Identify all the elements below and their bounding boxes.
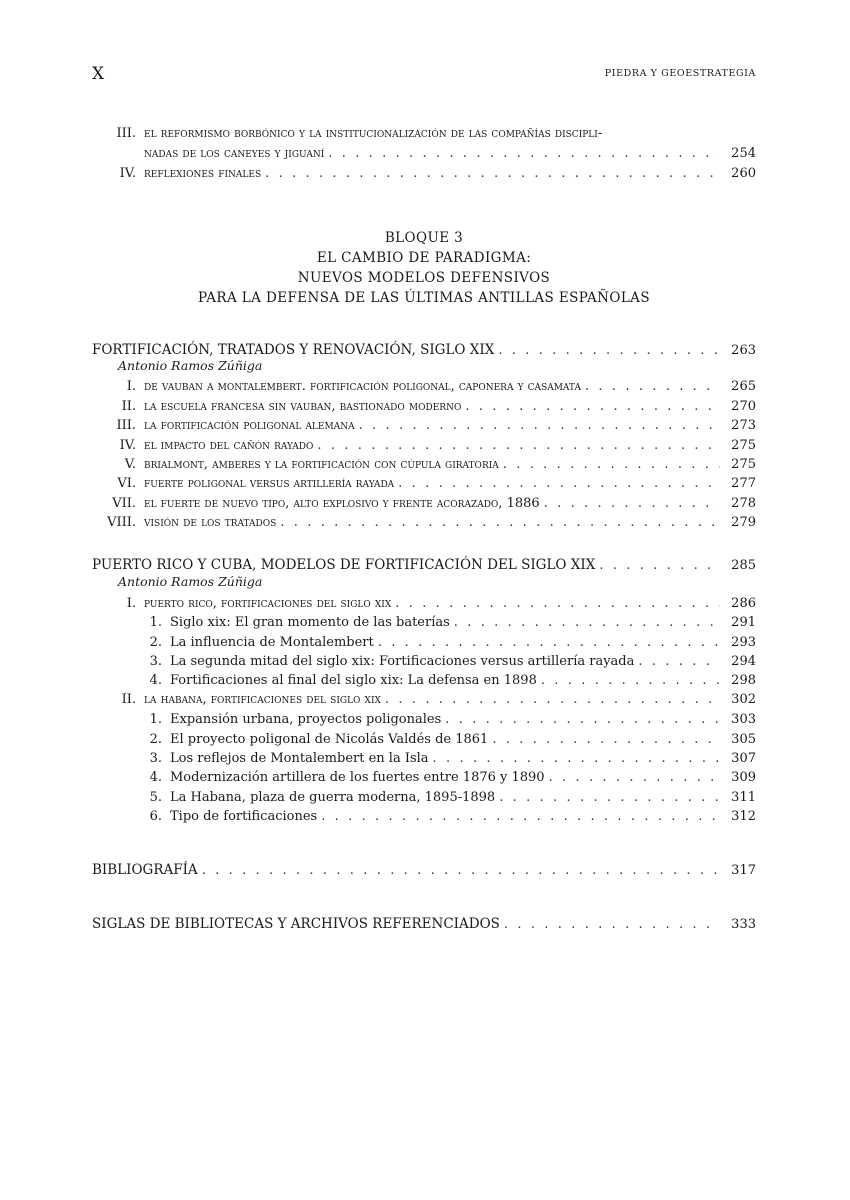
toc-entry[interactable]	[92, 377, 756, 397]
section-number: VII.	[112, 496, 136, 511]
toc-entry[interactable]	[92, 513, 756, 533]
subsection-title: El proyecto poligonal de Nicolás Valdés de 1861	[170, 732, 489, 747]
dot-leader	[638, 652, 720, 672]
bibliography-title: BIBLIOGRAFÍA	[92, 862, 198, 878]
dot-leader	[321, 807, 720, 827]
page-ref: 277	[731, 476, 756, 491]
toc-entry[interactable]	[92, 494, 756, 514]
chapter-author: Antonio Ramos Zúñiga	[118, 574, 263, 589]
subsection-number: 3.	[149, 751, 162, 766]
toc-entry[interactable]	[92, 397, 756, 417]
subsection-number: 2.	[149, 635, 162, 650]
subsection-title: Fortificaciones al final del siglo xix: La defensa en 1898	[170, 673, 537, 688]
section-title: el impacto del cañón rayado	[144, 438, 314, 453]
dot-leader	[280, 513, 720, 533]
page-ref: 285	[731, 558, 756, 573]
dot-leader	[499, 788, 720, 808]
dot-leader	[541, 671, 720, 691]
dot-leader	[265, 164, 720, 184]
page-ref: 279	[731, 515, 756, 530]
dot-leader	[202, 861, 720, 881]
subsection-title: Siglo xix: El gran momento de las baterías	[170, 615, 450, 630]
page-ref: 254	[731, 146, 756, 161]
toc-subentry[interactable]	[92, 807, 756, 827]
section-number: I.	[126, 596, 136, 611]
page-ref: 317	[731, 863, 756, 878]
page-ref: 273	[731, 418, 756, 433]
section-title: brialmont, amberes y la fortificación con cúpula giratoria	[144, 457, 499, 472]
page-ref: 307	[731, 751, 756, 766]
section-number: II.	[121, 692, 136, 707]
section-title: puerto rico, fortificaciones del siglo xix	[144, 596, 392, 611]
sigla-entry[interactable]	[92, 914, 756, 934]
page-ref: 333	[731, 917, 756, 932]
block-subtitle-1: NUEVOS MODELOS DEFENSIVOS	[297, 270, 551, 286]
toc-subentry[interactable]	[92, 633, 756, 653]
subsection-title: Tipo de fortificaciones	[170, 809, 318, 824]
page-ref: 298	[731, 673, 756, 688]
section-number: VIII.	[107, 515, 136, 530]
dot-leader	[498, 341, 720, 361]
subsection-title: La influencia de Montalembert	[170, 635, 374, 650]
section-number: III.	[116, 418, 136, 433]
dot-leader	[378, 633, 720, 653]
subsection-number: 1.	[149, 615, 162, 630]
subsection-title: Los reflejos de Montalembert en la Isla	[170, 751, 429, 766]
toc-subentry[interactable]	[92, 768, 756, 788]
section-title-cont: nadas de los caneyes y jiguaní	[144, 146, 325, 161]
section-title: la habana, fortificaciones del siglo xix	[144, 692, 381, 707]
dot-leader	[585, 377, 720, 397]
toc-subentry[interactable]	[92, 749, 756, 769]
page-ref: 312	[731, 809, 756, 824]
page-ref: 265	[731, 379, 756, 394]
toc-entry[interactable]	[92, 455, 756, 475]
dot-leader	[433, 749, 720, 769]
page-ref: 270	[731, 399, 756, 414]
toc-subentry[interactable]	[92, 730, 756, 750]
subsection-title: Expansión urbana, proyectos poligonales	[170, 712, 442, 727]
page-ref: 294	[731, 654, 756, 669]
section-title: el reformismo borbónico y la institucionalización de las compañías discipli-	[144, 126, 603, 141]
page-ref: 286	[731, 596, 756, 611]
block-heading	[92, 228, 756, 308]
section-number: V.	[124, 457, 136, 472]
subsection-number: 5.	[149, 790, 162, 805]
section-number: III.	[116, 126, 136, 141]
dot-leader	[492, 730, 720, 750]
dot-leader	[599, 556, 720, 576]
dot-leader	[544, 494, 720, 514]
toc-entry[interactable]	[92, 690, 756, 710]
sigla-title: SIGLAS DE BIBLIOTECAS Y ARCHIVOS REFERENCIADOS	[92, 916, 500, 932]
dot-leader	[395, 594, 720, 614]
subsection-number: 4.	[149, 770, 162, 785]
dot-leader	[504, 915, 720, 935]
section-number: IV.	[119, 438, 136, 453]
section-title: la escuela francesa sin vauban, bastionado moderno	[144, 399, 462, 414]
chapter-title: PUERTO RICO Y CUBA, MODELOS DE FORTIFICACIÓN DEL SIGLO XIX	[92, 557, 596, 573]
section-title: fuerte poligonal versus artillería rayada	[144, 476, 395, 491]
chapter-author: Antonio Ramos Zúñiga	[118, 358, 263, 373]
page-ref: 260	[731, 166, 756, 181]
toc-entry[interactable]	[92, 594, 756, 614]
toc-subentry[interactable]	[92, 788, 756, 808]
dot-leader	[549, 768, 720, 788]
toc-entry[interactable]	[92, 124, 756, 144]
dot-leader	[359, 416, 720, 436]
chapter-entry[interactable]	[92, 555, 756, 575]
dot-leader	[445, 710, 720, 730]
page-ref: 311	[731, 790, 756, 805]
toc-subentry[interactable]	[92, 671, 756, 691]
toc-entry[interactable]	[92, 436, 756, 456]
subsection-title: La segunda mitad del siglo xix: Fortificaciones versus artillería rayada	[170, 654, 635, 669]
section-title: el fuerte de nuevo tipo, alto explosivo y frente acorazado, 1886	[144, 496, 540, 511]
toc-subentry[interactable]	[92, 652, 756, 672]
subsection-number: 2.	[149, 732, 162, 747]
block-label: BLOQUE 3	[384, 230, 464, 246]
page-ref: 278	[731, 496, 756, 511]
running-head: PIEDRA Y GEOESTRATEGIA	[604, 68, 756, 79]
page-ref: 275	[731, 438, 756, 453]
page-ref: 303	[731, 712, 756, 727]
dot-leader	[385, 690, 720, 710]
toc-subentry[interactable]	[92, 710, 756, 730]
page-ref: 309	[731, 770, 756, 785]
page-ref: 302	[731, 692, 756, 707]
section-title: de vauban a montalembert. fortificación poligonal, caponera y casamata	[144, 379, 581, 394]
page-ref: 263	[731, 343, 756, 358]
bibliography-entry[interactable]	[92, 860, 756, 880]
section-number: IV.	[119, 166, 136, 181]
chapter-title: FORTIFICACIÓN, TRATADOS Y RENOVACIÓN, SIGLO XIX	[92, 342, 495, 358]
chapter-entry[interactable]	[92, 340, 756, 360]
subsection-number: 6.	[149, 809, 162, 824]
dot-leader	[503, 455, 720, 475]
page-number: X	[92, 64, 105, 84]
page-ref: 275	[731, 457, 756, 472]
subsection-number: 1.	[149, 712, 162, 727]
page-ref: 291	[731, 615, 756, 630]
toc-subentry[interactable]	[92, 613, 756, 633]
subsection-number: 4.	[149, 673, 162, 688]
block-subtitle-2: PARA LA DEFENSA DE LAS ÚLTIMAS ANTILLAS ESPAÑOLAS	[198, 290, 650, 306]
subsection-title: Modernización artillera de los fuertes entre 1876 y 1890	[170, 770, 545, 785]
page-ref: 293	[731, 635, 756, 650]
dot-leader	[454, 613, 720, 633]
dot-leader	[465, 397, 720, 417]
dot-leader	[398, 474, 720, 494]
section-title: la fortificación poligonal alemana	[144, 418, 355, 433]
block-title: EL CAMBIO DE PARADIGMA:	[316, 250, 532, 266]
toc-entry[interactable]	[92, 416, 756, 436]
dot-leader	[317, 436, 720, 456]
subsection-number: 3.	[149, 654, 162, 669]
section-title: reflexiones finales	[144, 166, 262, 181]
toc-entry[interactable]	[92, 144, 756, 164]
toc-entry[interactable]	[92, 474, 756, 494]
section-number: VI.	[117, 476, 136, 491]
section-title: visión de los tratados	[144, 515, 277, 530]
page-ref: 305	[731, 732, 756, 747]
section-number: I.	[126, 379, 136, 394]
toc-entry[interactable]	[92, 164, 756, 184]
dot-leader	[328, 144, 720, 164]
section-number: II.	[121, 399, 136, 414]
subsection-title: La Habana, plaza de guerra moderna, 1895-1898	[170, 790, 496, 805]
